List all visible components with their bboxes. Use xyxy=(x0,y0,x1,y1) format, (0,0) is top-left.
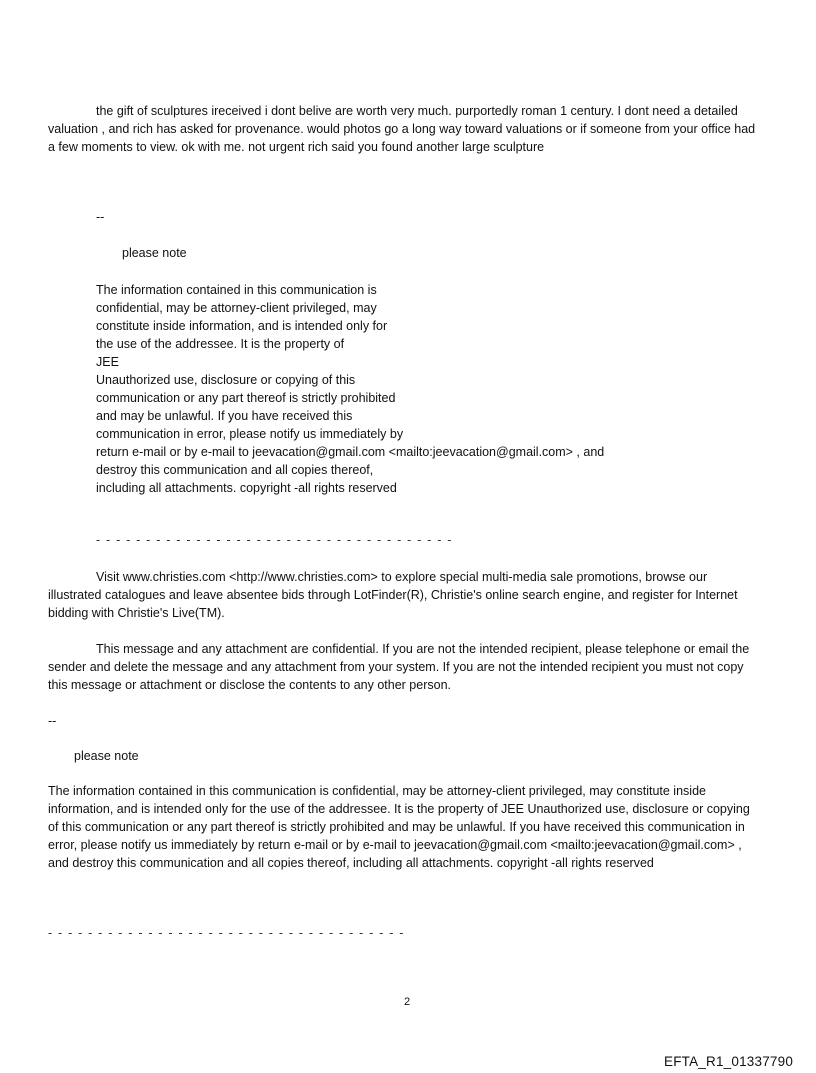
quoted-disclaimer-line: communication in error, please notify us immediately by xyxy=(96,427,404,441)
quoted-disclaimer-line: and may be unlawful. If you have received this xyxy=(96,409,353,423)
signature-note-heading: please note xyxy=(74,749,139,763)
signature-dashed-rule: - - - - - - - - - - - - - - - - - - - - - - - - - - - - - - - - - - - - xyxy=(48,926,405,940)
quoted-disclaimer-line: communication or any part thereof is strictly prohibited xyxy=(96,391,396,405)
document-id: EFTA_R1_01337790 xyxy=(664,1054,794,1069)
quoted-disclaimer-line: destroy this communication and all copies thereof, xyxy=(96,463,374,477)
opening-paragraph: the gift of sculptures ireceived i dont belive are worth very much. purportedly roman 1 century. I dont need a detailed valuation , and rich has asked for provenance. would photos go a long way toward valuations or if someone from your office had a few moments to view. ok with me. not urgent rich said you found another large sculpture xyxy=(48,104,756,154)
quoted-disclaimer-line: The information contained in this communication is xyxy=(96,283,377,297)
quoted-disclaimer-line: including all attachments. copyright -all rights reserved xyxy=(96,481,397,495)
quoted-dashed-rule: - - - - - - - - - - - - - - - - - - - - - - - - - - - - - - - - - - - - xyxy=(96,533,453,547)
quoted-disclaimer xyxy=(96,281,604,497)
quoted-disclaimer-line: JEE xyxy=(96,355,119,369)
quoted-separator: -- xyxy=(96,210,105,224)
signature-separator: -- xyxy=(48,714,57,728)
page-number: 2 xyxy=(404,996,411,1008)
quoted-disclaimer-line: constitute inside information, and is intended only for xyxy=(96,319,388,333)
quoted-disclaimer-line: Unauthorized use, disclosure or copying of this xyxy=(96,373,356,387)
christies-confidential-paragraph: This message and any attachment are confidential. If you are not the intended recipient, please telephone or email the sender and delete the message and any attachment from your system. If you are not the intended recipient you must not copy this message or attachment or disclose the contents to any other person. xyxy=(48,642,750,692)
quoted-note-heading: please note xyxy=(122,246,187,260)
christies-promo-paragraph: Visit www.christies.com <http://www.christies.com> to explore special multi-media sale promotions, browse our illustrated catalogues and leave absentee bids through LotFinder(R), Christie's online search engine, and register for Internet bidding with Christie's Live(TM). xyxy=(48,570,738,620)
quoted-disclaimer-line: return e-mail or by e-mail to jeevacation@gmail.com <mailto:jeevacation@gmail.com> , and xyxy=(96,445,605,459)
quoted-disclaimer-line: the use of the addressee. It is the property of xyxy=(96,337,345,351)
signature-disclaimer: The information contained in this communication is confidential, may be attorney-client privileged, may constitute inside information, and is intended only for the use of the addressee. It is the property of JEE Unauthorized use, disclosure or copying of this communication or any part thereof is strictly prohibited and may be unlawful. If you have received this communication in error, please notify us immediately by return e-mail or by e-mail to jeevacation@gmail.com <mailto:jeevacation@gmail.com> , and destroy this communication and all copies thereof, including all attachments. copyright -all rights reserved xyxy=(48,784,750,870)
quoted-disclaimer-line: confidential, may be attorney-client privileged, may xyxy=(96,301,377,315)
